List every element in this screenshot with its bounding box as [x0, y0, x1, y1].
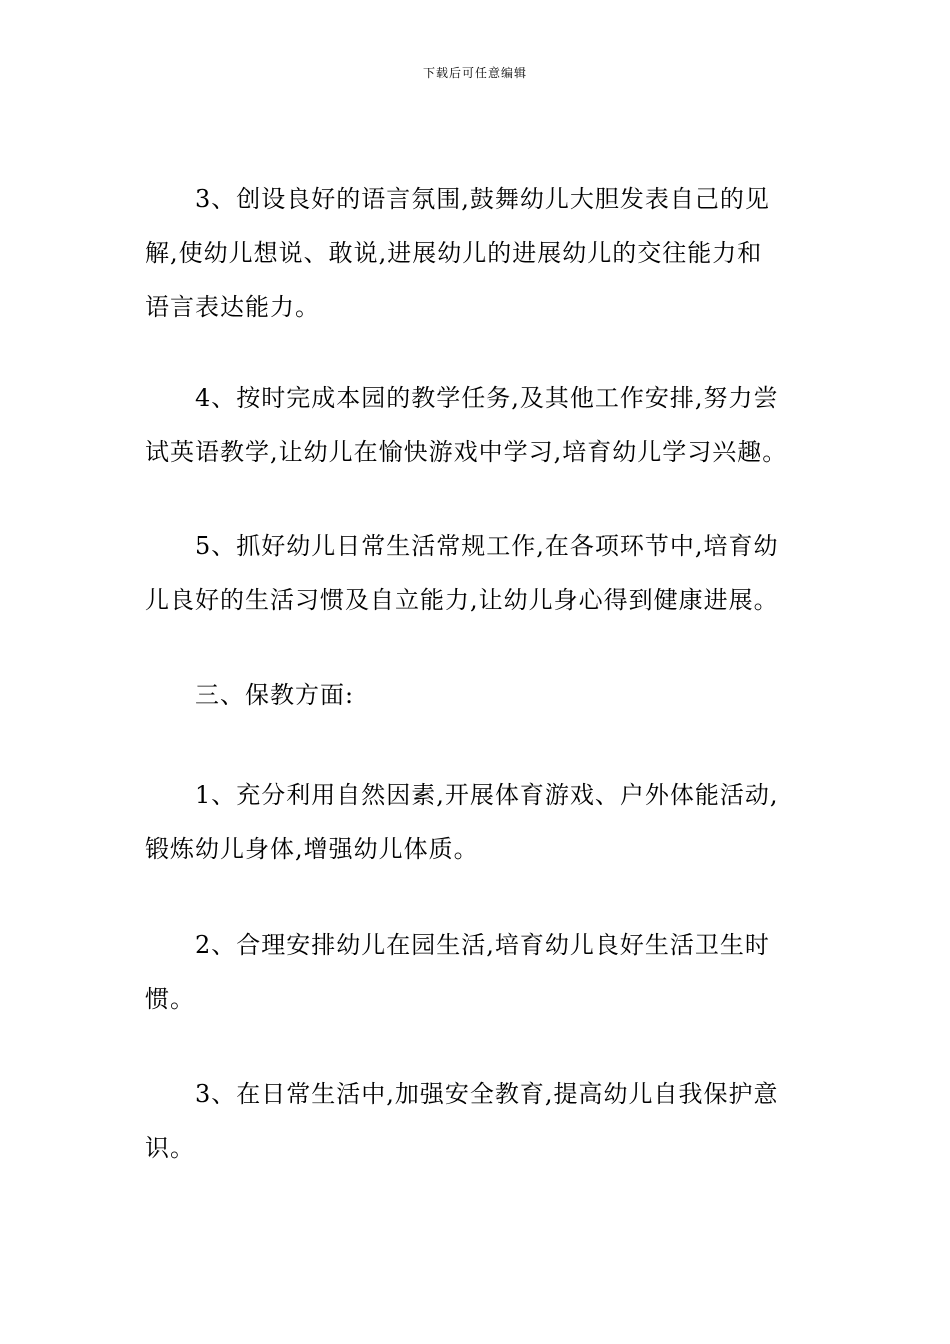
paragraph-line: 4、按时完成本园的教学任务,及其他工作安排,努力尝 — [195, 384, 779, 412]
paragraph-line: 解,使幼儿想说、敢说,进展幼儿的进展幼儿的交往能力和 — [145, 239, 763, 267]
paragraph-item-1-sports — [145, 768, 815, 876]
header-note: 下载后可任意编辑 — [422, 66, 527, 80]
paragraph-item-5-routine — [145, 519, 815, 627]
paragraph-item-2-habits — [145, 918, 815, 1026]
paragraph-line: 儿良好的生活习惯及自立能力,让幼儿身心得到健康进展。 — [145, 586, 779, 614]
paragraph-line: 识。 — [145, 1134, 195, 1162]
section-heading-care — [145, 668, 815, 722]
section-heading-text: 三、保教方面: — [195, 681, 355, 709]
paragraph-item-4-teaching — [145, 371, 815, 479]
paragraph-line: 2、合理安排幼儿在园生活,培育幼儿良好生活卫生时 — [195, 931, 770, 959]
paragraph-line: 试英语教学,让幼儿在愉快游戏中学习,培育幼儿学习兴趣。 — [145, 438, 788, 466]
paragraph-line: 1、充分利用自然因素,开展体育游戏、户外体能活动, — [195, 781, 779, 809]
paragraph-line: 锻炼幼儿身体,增强幼儿体质。 — [145, 835, 479, 863]
paragraph-item-3-language — [145, 172, 815, 334]
paragraph-line: 3、在日常生活中,加强安全教育,提高幼儿自我保护意 — [195, 1080, 779, 1108]
paragraph-line: 5、抓好幼儿日常生活常规工作,在各项环节中,培育幼 — [195, 532, 779, 560]
paragraph-line: 惯。 — [145, 985, 195, 1013]
paragraph-item-3-safety — [145, 1067, 815, 1175]
paragraph-line: 3、创设良好的语言氛围,鼓舞幼儿大胆发表自己的见 — [195, 185, 770, 213]
paragraph-line: 语言表达能力。 — [145, 293, 320, 321]
